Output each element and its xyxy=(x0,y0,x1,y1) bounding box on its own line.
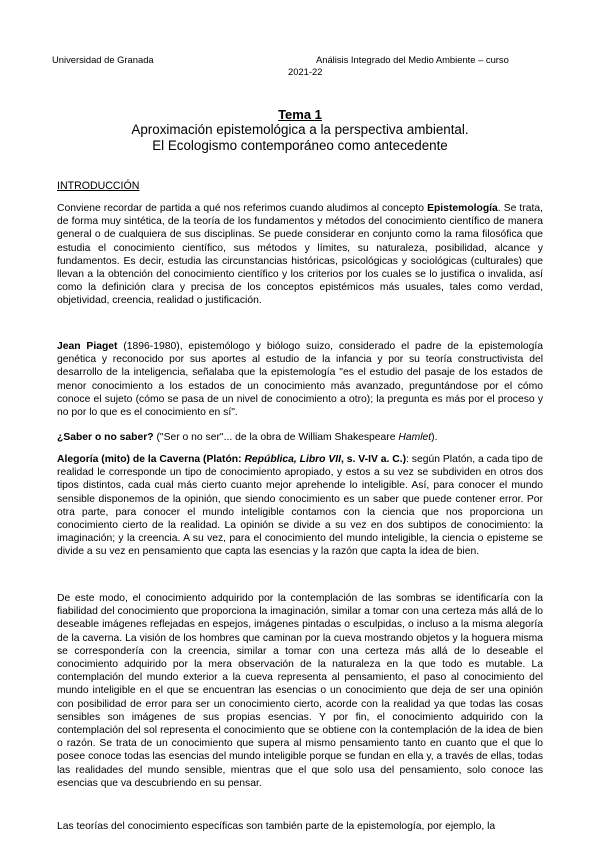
paragraph-conocimiento: De este modo, el conocimiento adquirido por la contemplación de las sombras se identificaría con la fiabilidad del conocimiento que proporciona la imaginación, similar a tomar con una certeza más allá de lo deseable imágenes reflejadas en espejos, imágenes pintadas o esculpidas, o incluso a la misma alegoría de la caverna. La visión de los hombres que caminan por la cueva mostrando objetos y la hoguera misma se correspondería con la creencia, similar a tomar con una certeza más allá de lo deseable el conocimiento adquirido por la mera observación de la naturaleza en la que todo es mutable. La contemplación del mundo exterior a la cueva representa al pensamiento, el paso al conocimiento del mundo inteligible en el que se encuentran las esencias o un conocimiento que deja de ser una opinión con posibilidad de error para ser un conocimiento cierto, acorde con la realidad ya que todas las cosas sensibles son imágenes de sus propias esencias. Y por fin, el conocimiento adquirido con la contemplación del sol representa el conocimiento que se obtiene con la contemplación de la idea de bien o razón. Se trata de un conocimiento que supera al mismo pensamiento tanto en cuanto que el que lo posee conoce todas las esencias del mundo inteligible porque se fundan en ella y, a través de ellas, todas las realidades del mundo sensible, mientras que el que solo usa del pensamiento, solo conoce las esencias que va descubriendo en su pensar. xyxy=(57,593,543,789)
name-jean-piaget: Jean Piaget xyxy=(57,341,118,352)
topic-title: Tema 1 xyxy=(278,107,322,122)
header-course: Análisis Integrado del Medio Ambiente – curso xyxy=(316,54,509,65)
paragraph-piaget xyxy=(57,340,543,419)
paragraph-teorias: Las teorías del conocimiento específicas son también parte de la epistemología, por ejemplo, la xyxy=(57,821,496,832)
term-epistemologia: Epistemología xyxy=(427,203,498,214)
paragraph-text: : según Platón, a cada tipo de realidad le corresponde un tipo de conocimiento apropiado, y estos a su vez se subdividen en otros dos tipos distintos, cada cual más cierto cuanto mejor aprehende lo inteligible. Así, para conocer el mundo sensible disponemos de la opinión, que siendo conocimiento es un saber que puede contener error. Por otra parte, para conocer el mundo inteligible contamos con la ciencia que nos proporciona un conocimiento cierto de la realidad. La opinión se divide a su vez en dos subtipos de conocimiento: la imaginación; y la creencia. A su vez, para el conocimiento del mundo inteligible, la ciencia o episteme se divide a su vez en pensamiento que capta las esencias y la razón que capta la idea de bien. xyxy=(57,454,543,558)
work-republica: República, Libro VII xyxy=(244,454,342,465)
subtitle-line-2: El Ecologismo contemporáneo como antecedente xyxy=(152,138,448,153)
work-hamlet: Hamlet xyxy=(398,432,432,443)
paragraph-text: Conviene recordar de partida a qué nos referimos cuando aludimos al concepto xyxy=(57,203,428,214)
question-saber: ¿Saber o no saber? xyxy=(57,432,154,443)
paragraph-saber xyxy=(57,431,543,444)
paragraph-text: . Se trata, de forma muy sintética, de la teoría de los fundamentos y métodos del conocimiento científico de manera general o de cualquiera de sus disciplinas. Se puede considerar en conjunto como la rama filosófica que estudia el conocimiento científico, sus métodos y límites, su naturaleza, posibilidad, alcance y fundamentos. Es decir, estudia las circunstancias históricas, psicológicas y sociológicas (culturales) que llevan a la obtención del conocimiento científico y los criterios por los cuales se lo justifica o invalida, así como la definición clara y precisa de los conceptos epistémicos más usuales, tales como verdad, objetividad, creencia, realidad o justificación. xyxy=(57,203,543,307)
paragraph-text: ). xyxy=(431,432,438,443)
subtitle-line-1: Aproximación epistemológica a la perspectiva ambiental. xyxy=(131,122,469,137)
paragraph-epistemologia xyxy=(57,202,543,308)
paragraph-caverna xyxy=(57,453,543,559)
header-university: Universidad de Granada xyxy=(52,54,154,65)
header-year: 2021-22 xyxy=(288,66,323,77)
paragraph-text: (1896-1980), epistemólogo y biólogo suizo, considerado el padre de la epistemología genética y reconocido por sus aportes al estudio de la infancia y por su teoría constructivista del desarrollo de la inteligencia, señalaba que la epistemología "es el estudio del pasaje de los estados de menor conocimiento a los estados de un conocimiento más avanzado, preguntándose por el cómo conoce el sujeto (cómo se pasa de un nivel de conocimiento a otro); la pregunta es más por el proceso y no por lo que es el conocimiento en sí". xyxy=(57,341,543,419)
heading-caverna: Alegoría (mito) de la Caverna (Platón: xyxy=(57,454,245,465)
paragraph-text: ("Ser o no ser"... de la obra de William Shakespeare xyxy=(153,432,399,443)
heading-caverna-date: , s. V-IV a. C.) xyxy=(341,454,407,465)
section-heading-introduccion: INTRODUCCIÓN xyxy=(57,180,140,192)
